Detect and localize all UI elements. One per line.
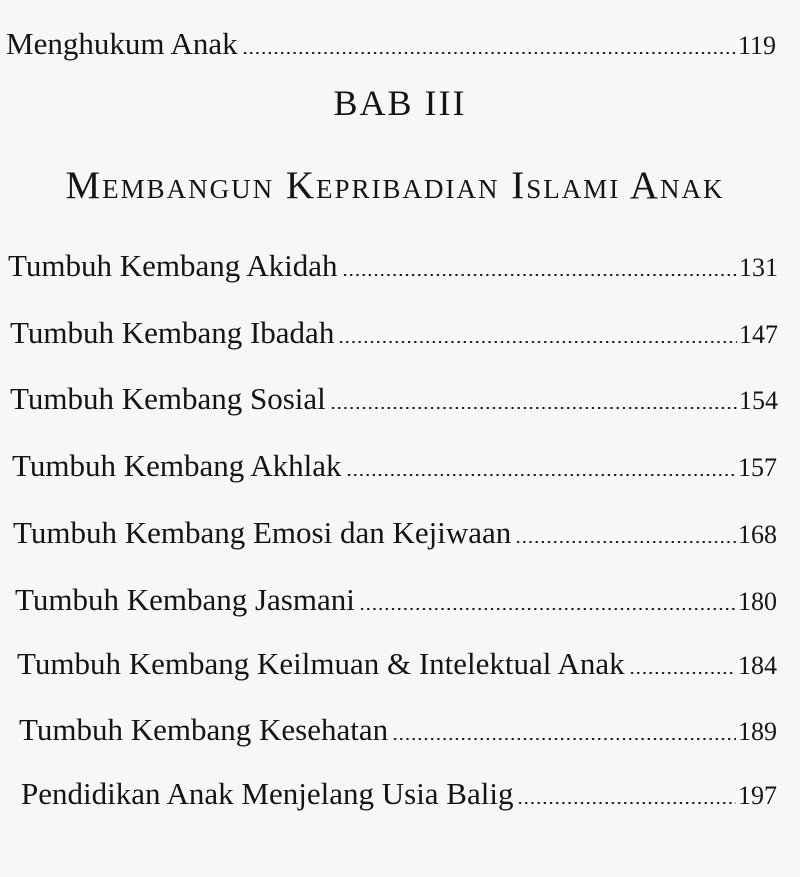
- toc-entry-page: 147: [739, 320, 778, 349]
- toc-leader-dots: [515, 541, 736, 543]
- toc-entry-page: 119: [737, 31, 776, 60]
- toc-entry-title: Tumbuh Kembang Jasmani: [15, 582, 355, 617]
- toc-entry: [8, 250, 778, 281]
- toc-leader-dots: [392, 738, 736, 740]
- toc-leader-dots: [359, 608, 736, 610]
- toc-leader-dots: [346, 474, 736, 476]
- toc-entry: [10, 383, 778, 414]
- toc-entry-page: 168: [738, 520, 777, 549]
- toc-entry-page: 131: [739, 253, 778, 282]
- chapter-title: Membangun Kepribadian Islami Anak: [65, 164, 725, 207]
- toc-entry-title: Tumbuh Kembang Kesehatan: [19, 712, 389, 747]
- toc-entry: [12, 450, 777, 481]
- toc-entry-title: Tumbuh Kembang Keilmuan & Intelektual Anak: [17, 646, 625, 681]
- toc-entry: [10, 317, 778, 348]
- toc-leader-dots: [517, 802, 736, 804]
- toc-entry-page: 189: [738, 717, 777, 746]
- toc-leader-dots: [629, 672, 736, 674]
- toc-leader-dots: [338, 341, 737, 343]
- toc-leader-dots: [342, 274, 737, 276]
- toc-leader-dots: [330, 407, 737, 409]
- toc-entry-title: Tumbuh Kembang Sosial: [10, 381, 326, 416]
- toc-entry-page: 154: [739, 386, 778, 415]
- toc-entry-title: Tumbuh Kembang Ibadah: [10, 315, 335, 350]
- toc-entry: [15, 584, 777, 615]
- toc-entry-title: Pendidikan Anak Menjelang Usia Balig: [21, 776, 514, 811]
- chapter-label: BAB III: [333, 83, 467, 123]
- toc-entry-title: Tumbuh Kembang Akidah: [8, 248, 338, 283]
- toc-entry-page: 184: [738, 651, 777, 680]
- toc-entry-title: Tumbuh Kembang Emosi dan Kejiwaan: [13, 515, 512, 550]
- toc-entry-previous: [6, 28, 776, 59]
- toc-leader-dots: [242, 52, 736, 54]
- toc-entry-page: 180: [738, 587, 777, 616]
- toc-entry: [21, 778, 777, 809]
- toc-entry-title: Tumbuh Kembang Akhlak: [12, 448, 342, 483]
- toc-entry: [13, 517, 777, 548]
- toc-entry: [17, 648, 777, 679]
- toc-entry-page: 197: [738, 781, 777, 810]
- toc-entry-page: 157: [738, 453, 777, 482]
- toc-entry-title: Menghukum Anak: [6, 26, 238, 61]
- toc-entry: [19, 714, 777, 745]
